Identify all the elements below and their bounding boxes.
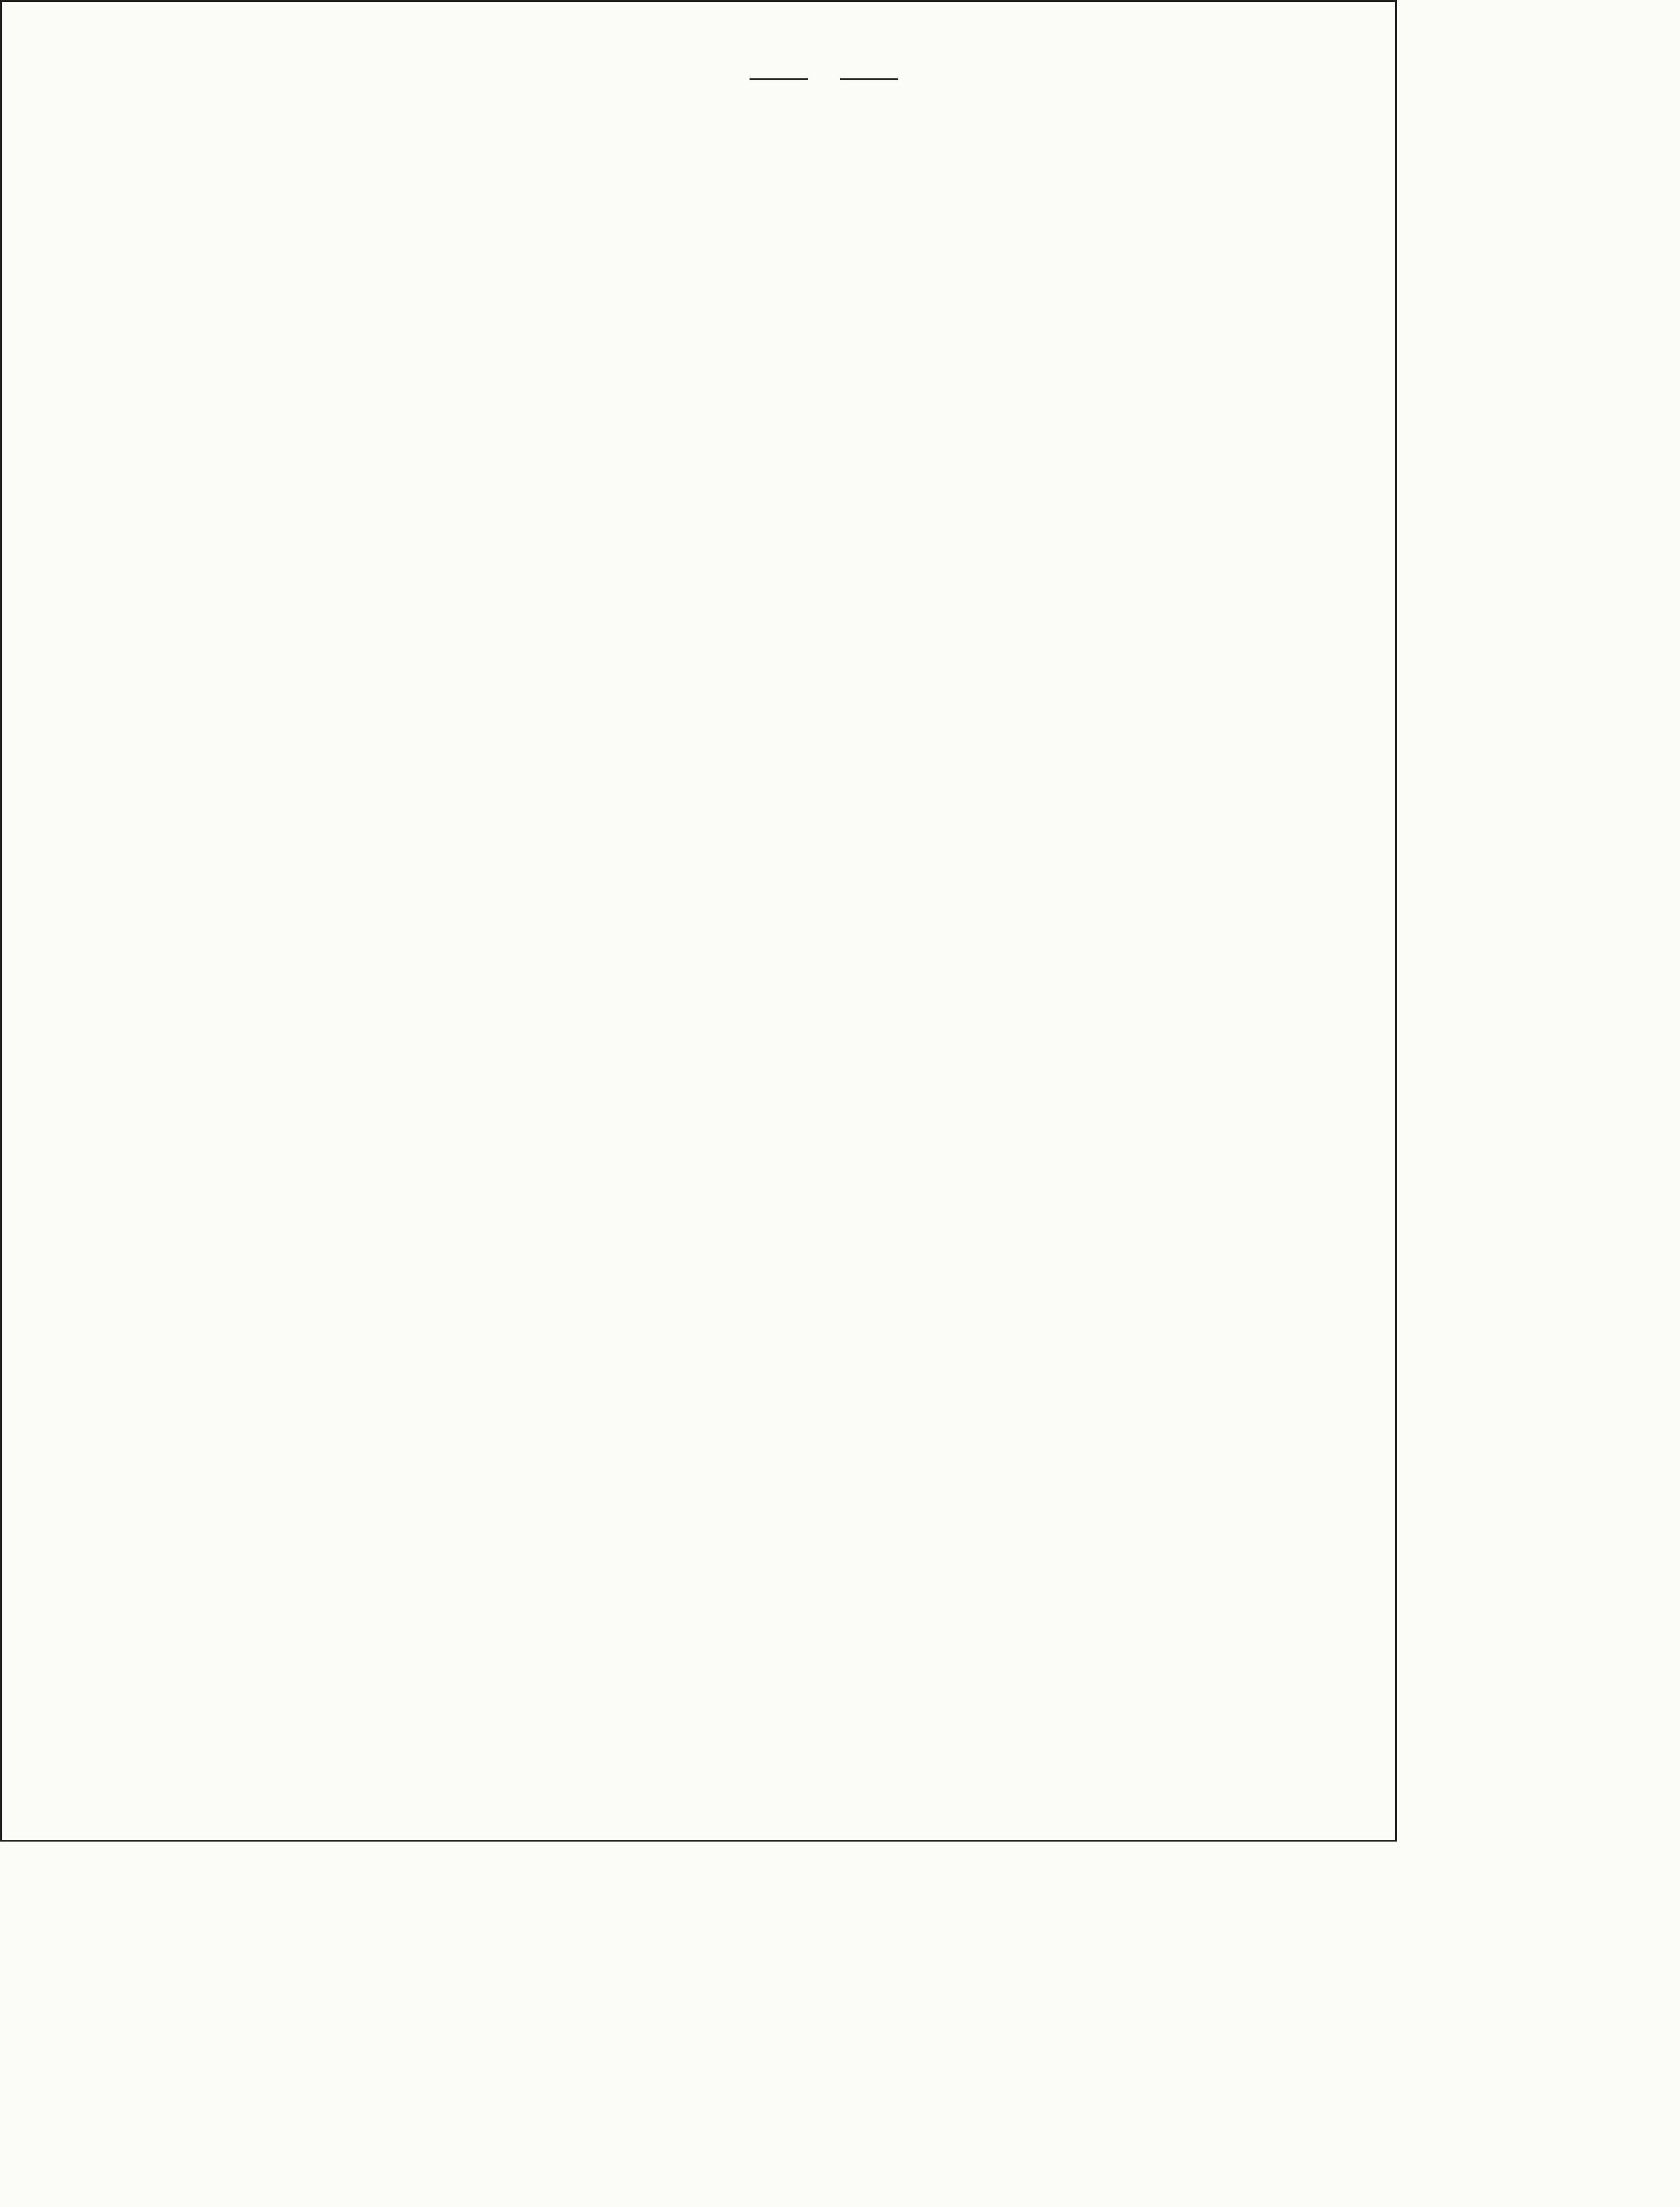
- rule-right: [840, 78, 898, 80]
- rule-left: [750, 78, 808, 80]
- page-number: [699, 63, 949, 91]
